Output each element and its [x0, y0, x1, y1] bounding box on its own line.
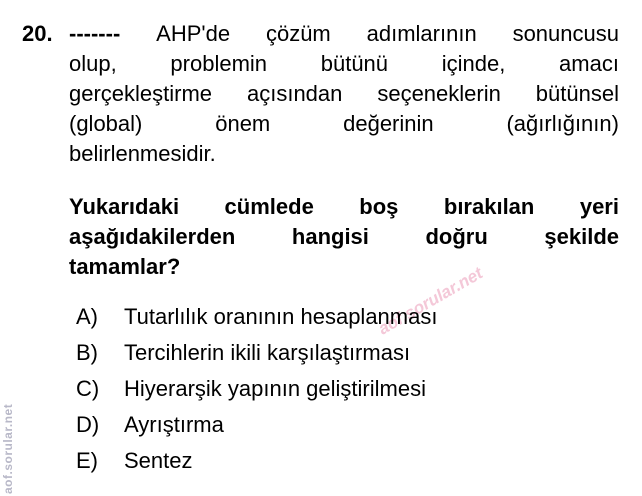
prompt-word: yeri	[579, 194, 619, 219]
option-text: Tercihlerin ikili karşılaştırması	[124, 340, 411, 365]
stem-word: belirlenmesidir.	[69, 141, 216, 166]
option-b[interactable]	[76, 335, 576, 371]
prompt-word: tamamlar?	[69, 254, 181, 279]
question-number: 20.	[22, 21, 53, 46]
stem-word: AHP'de	[156, 21, 231, 46]
option-c[interactable]	[76, 371, 576, 407]
stem-word: adımlarının	[366, 21, 477, 46]
prompt-word: doğru	[425, 224, 488, 249]
prompt-line	[69, 252, 619, 282]
option-text: Sentez	[124, 448, 193, 473]
option-text: Hiyerarşik yapının geliştirilmesi	[124, 376, 426, 401]
stem-word: problemin	[170, 51, 268, 76]
prompt-word: aşağıdakilerden	[69, 224, 236, 249]
stem-word: önem	[215, 111, 271, 136]
watermark-side: aof.sorular.net	[1, 403, 15, 494]
stem-line	[69, 109, 619, 139]
stem-word: sonuncusu	[512, 21, 619, 46]
stem-word: bütünsel	[535, 81, 619, 106]
option-letter: C)	[76, 376, 100, 401]
option-a[interactable]	[76, 299, 576, 335]
prompt-word: hangisi	[291, 224, 369, 249]
stem-word: gerçekleştirme	[69, 81, 213, 106]
answer-options	[76, 299, 576, 479]
stem-line	[69, 139, 619, 169]
blank-dashes: -------	[69, 21, 121, 46]
option-letter: A)	[76, 304, 98, 329]
stem-word: çözüm	[265, 21, 331, 46]
option-letter: D)	[76, 412, 100, 437]
stem-word: seçeneklerin	[377, 81, 501, 106]
stem-line	[69, 79, 619, 109]
option-d[interactable]	[76, 407, 576, 443]
stem-word: içinde,	[441, 51, 506, 76]
prompt-word: bırakılan	[443, 194, 535, 219]
stem-word: açısından	[246, 81, 343, 106]
watermark-center: aof.sorular.net	[375, 263, 486, 339]
stem-word: bütünü	[320, 51, 389, 76]
stem-line	[69, 49, 619, 79]
option-text: Tutarlılık oranının hesaplanması	[124, 304, 438, 329]
prompt-word: boş	[359, 194, 399, 219]
stem-line	[69, 19, 619, 49]
stem-word: olup,	[69, 51, 117, 76]
option-e[interactable]	[76, 443, 576, 479]
option-letter: E)	[76, 448, 98, 473]
stem-word: değerinin	[343, 111, 434, 136]
question-stem	[69, 19, 619, 169]
question-prompt	[69, 192, 619, 282]
prompt-line	[69, 192, 619, 222]
prompt-word: şekilde	[544, 224, 619, 249]
stem-word: (ağırlığının)	[506, 111, 619, 136]
prompt-word: Yukarıdaki	[69, 194, 180, 219]
stem-word: (global)	[69, 111, 143, 136]
prompt-line	[69, 222, 619, 252]
option-text: Ayrıştırma	[124, 412, 224, 437]
prompt-word: cümlede	[224, 194, 314, 219]
stem-word: amacı	[559, 51, 619, 76]
option-letter: B)	[76, 340, 98, 365]
